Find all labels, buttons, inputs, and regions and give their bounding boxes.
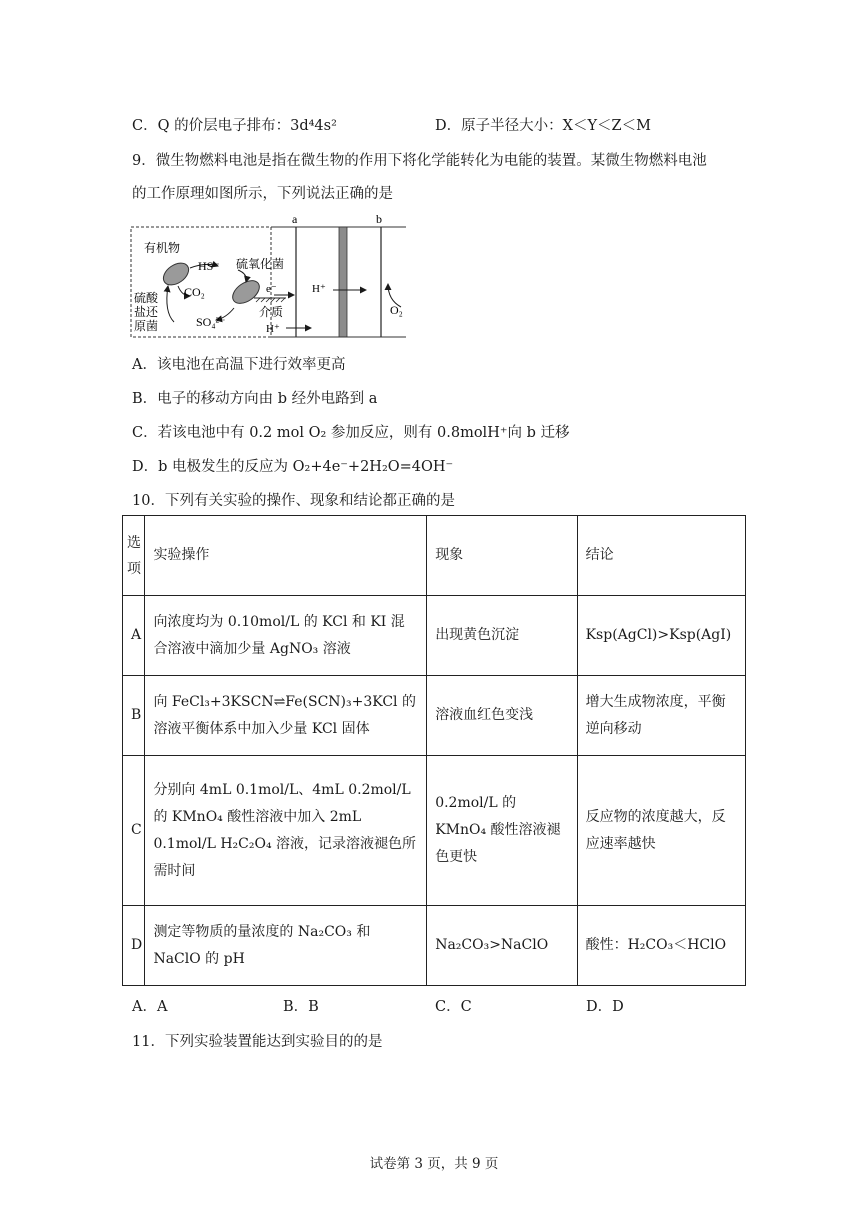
label-so4: SO₄²⁻ — [196, 315, 226, 329]
table-row — [123, 676, 746, 756]
row-operation: 分别向 4mL 0.1mol/L、4mL 0.2mol/L 的 KMnO₄ 酸性溶液中加入 2mL 0.1mol/L H₂C₂O₄ 溶液，记录溶液褪色所需时间 — [145, 756, 427, 906]
header-operation: 实验操作 — [145, 516, 427, 596]
row-option: D — [123, 906, 145, 986]
row-phenomenon: Na₂CO₃>NaClO — [427, 906, 577, 986]
label-sulfate-2: 盐还 — [134, 305, 159, 319]
q10-stem: 10．下列有关实验的操作、现象和结论都正确的是 — [132, 493, 455, 509]
row-option: A — [123, 596, 145, 676]
q9-option-b: B．电子的移动方向由 b 经外电路到 a — [132, 391, 378, 407]
header-conclusion: 结论 — [577, 516, 745, 596]
label-electron: e⁻ — [266, 283, 277, 295]
q11-stem: 11．下列实验装置能达到实验目的的是 — [132, 1034, 383, 1050]
q9-stem-line2: 的工作原理如图所示，下列说法正确的是 — [132, 186, 393, 202]
row-option: C — [123, 756, 145, 906]
q10-answer-b: B．B — [283, 999, 319, 1015]
q8-option-c: C．Q 的价层电子排布：3d⁴4s² — [132, 118, 337, 134]
table-row — [123, 756, 746, 906]
table-row — [123, 906, 746, 986]
table-header-row — [123, 516, 746, 596]
q10-answer-c: C．C — [435, 999, 472, 1015]
row-conclusion: Ksp(AgCl)>Ksp(AgI) — [577, 596, 745, 676]
q9-option-a: A．该电池在高温下进行效率更高 — [132, 357, 346, 373]
q9-stem-line1: 9．微生物燃料电池是指在微生物的作用下将化学能转化为电能的装置。某微生物燃料电池 — [132, 153, 707, 169]
label-sulfate-1: 硫酸 — [134, 291, 159, 305]
row-option: B — [123, 676, 145, 756]
row-operation: 向 FeCl₃+3KSCN⇌Fe(SCN)₃+3KCl 的溶液平衡体系中加入少量 KCl 固体 — [145, 676, 427, 756]
label-electrode-b: b — [376, 212, 382, 226]
row-conclusion: 增大生成物浓度，平衡逆向移动 — [577, 676, 745, 756]
label-electrode-a: a — [292, 212, 298, 226]
q8-option-d: D．原子半径大小：X＜Y＜Z＜M — [435, 118, 651, 134]
q10-answer-d: D．D — [586, 999, 624, 1015]
label-h-plus-bottom: H⁺ — [266, 323, 280, 335]
row-conclusion: 反应物的浓度越大，反应速率越快 — [577, 756, 745, 906]
label-hs: HS⁻ — [198, 259, 220, 273]
label-medium: 介质 — [259, 305, 284, 319]
q10-table — [122, 515, 746, 986]
page-footer: 试卷第 3 页，共 9 页 — [369, 1156, 499, 1172]
row-phenomenon: 溶液血红色变浅 — [427, 676, 577, 756]
header-phenomenon: 现象 — [427, 516, 577, 596]
label-co2: CO₂ — [184, 285, 205, 299]
q10-answer-a: A．A — [132, 999, 168, 1015]
q9-option-d: D．b 电极发生的反应为 O₂+4e⁻+2H₂O=4OH⁻ — [132, 459, 454, 475]
header-option: 选项 — [123, 516, 145, 596]
label-h-plus-middle: H⁺ — [312, 283, 326, 295]
label-o2: O₂ — [390, 303, 403, 317]
row-phenomenon: 0.2mol/L 的 KMnO₄ 酸性溶液褪色更快 — [427, 756, 577, 906]
table-row — [123, 596, 746, 676]
row-conclusion: 酸性：H₂CO₃＜HClO — [577, 906, 745, 986]
row-operation: 向浓度均为 0.10mol/L 的 KCl 和 KI 混合溶液中滴加少量 AgNO₃ 溶液 — [145, 596, 427, 676]
label-sulfur-oxidizing: 硫氧化菌 — [236, 257, 285, 271]
label-sulfate-3: 原菌 — [134, 319, 159, 333]
row-operation: 测定等物质的量浓度的 Na₂CO₃ 和 NaClO 的 pH — [145, 906, 427, 986]
label-organic: 有机物 — [144, 241, 181, 255]
q9-option-c: C．若该电池中有 0.2 mol O₂ 参加反应，则有 0.8molH⁺向 b 迁移 — [132, 425, 570, 441]
fuel-cell-diagram — [126, 212, 416, 342]
row-phenomenon: 出现黄色沉淀 — [427, 596, 577, 676]
